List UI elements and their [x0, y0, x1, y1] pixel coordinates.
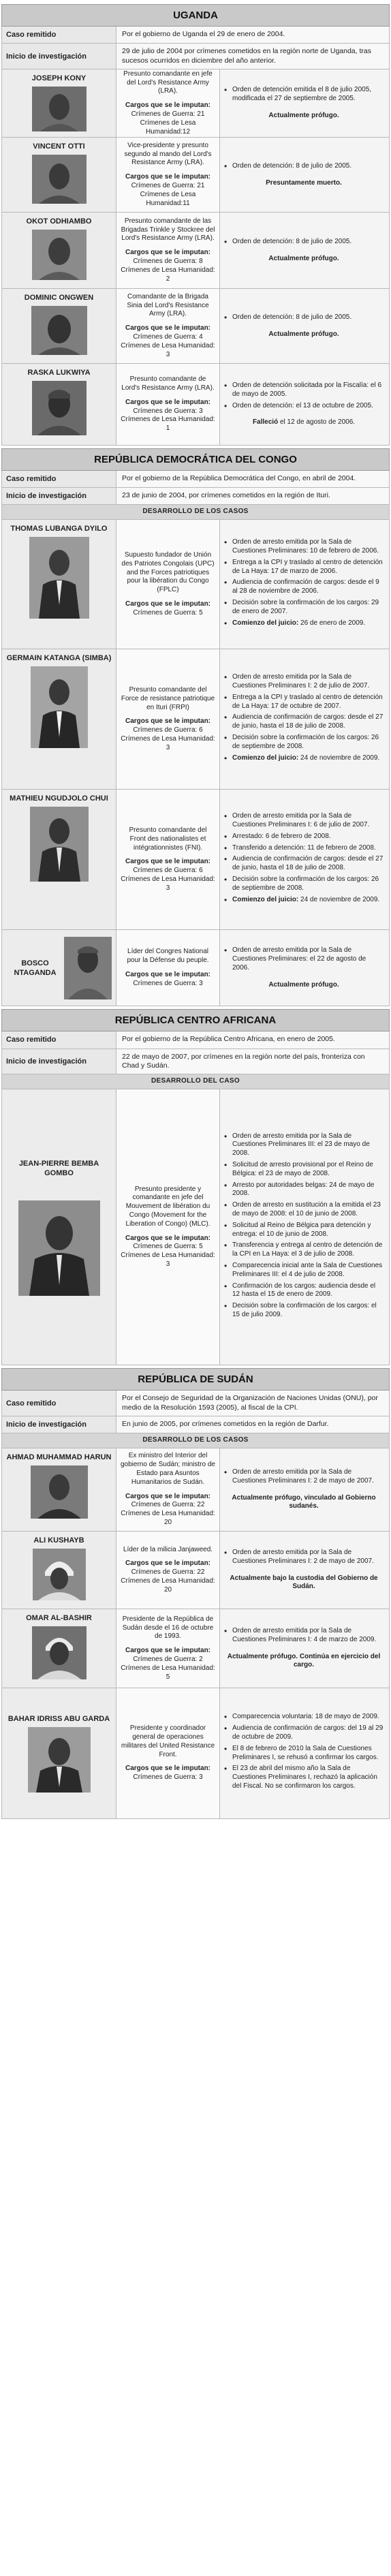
status-item: • Orden de arresto en sustitución a la emitida el 23 de mayo de 2008: el 10 de junio de 2008. [224, 1201, 384, 1219]
person-photo-cell [2, 69, 116, 137]
person-role: Presunto comandante del Force de resistance patriotique en Ituri (FRPI) [121, 685, 215, 711]
investigation-value: En junio de 2005, por crímenes cometidos en la región de Darfur. [116, 1416, 389, 1433]
charges-label: Cargos que se le imputan: [125, 717, 211, 726]
charge-line: Crímenes de Lesa Humanidad: 3 [121, 1252, 215, 1268]
person-photo-cell [2, 289, 116, 363]
charge-line: Crímenes de Guerra: 5 [133, 608, 203, 617]
charge-line: Crímenes de Lesa Humanidad: 20 [121, 1510, 215, 1527]
person-description [116, 69, 220, 137]
person-photo-cell [2, 649, 116, 789]
investigation-label: Inicio de investigación [2, 1049, 116, 1074]
person-status [220, 69, 389, 137]
person-status [220, 1089, 389, 1365]
portrait-photo [32, 1626, 87, 1679]
person-name: OMAR AL-BASHIR [26, 1614, 92, 1623]
charge-line: Crímenes de Guerra: 6 [133, 726, 203, 734]
charge-line: Crímenes de Lesa Humanidad: 3 [121, 875, 215, 892]
section-car [1, 1009, 390, 1365]
person-description [116, 1532, 220, 1609]
referral-value: Por el gobierno de Uganda el 29 de enero de 2004. [116, 27, 389, 43]
charge-line: Crímenes de Guerra: 3 [133, 407, 203, 415]
status-note: Actualmente prófugo. [268, 112, 339, 120]
status-item: • Orden de arresto emitida por la Sala de Cuestiones Preliminares I: 4 de marzo de 2009. [224, 1627, 384, 1645]
person-row [1, 1448, 390, 1532]
charges-label: Cargos que se le imputan: [125, 102, 211, 110]
person-status [220, 1688, 389, 1818]
status-note: Presuntamente muerto. [266, 179, 342, 187]
person-description [116, 364, 220, 445]
investigation-row [1, 1049, 390, 1075]
status-list [224, 238, 384, 249]
person-role: Presunto comandante de las Brigadas Trinkle y Stockree del Lord's Resistance Army (LRA). [121, 217, 215, 243]
country-title-car: REPÚBLICA CENTRO AFRICANA [1, 1009, 390, 1031]
status-note-label: Falleció [252, 418, 279, 426]
person-name: BOSCO NTAGANDA [14, 959, 57, 977]
section-subheading: DESARROLLO DE LOS CASOS [1, 505, 390, 520]
person-description [116, 289, 220, 363]
status-item: • Audiencia de confirmación de cargos: desde el 9 al 28 de noviembre de 2006. [224, 578, 384, 596]
charge-line: Crímenes de Guerra: 4 [133, 333, 203, 341]
charges-label: Cargos que se le imputan: [125, 324, 211, 332]
status-item: • Orden de arresto emitida por la Sala de Cuestiones Preliminares I: 2 de julio de 2007. [224, 673, 384, 691]
portrait-photo [29, 537, 89, 619]
portrait-photo [31, 306, 87, 355]
status-item: • El 8 de febrero de 2010 la Sala de Cuestiones Preliminares I, se rehusó a confirmar los cargos. [224, 1745, 384, 1763]
person-description [116, 138, 220, 212]
person-status [220, 790, 389, 929]
person-status [220, 1532, 389, 1609]
person-name: JEAN-PIERRE BEMBA GOMBO [18, 1159, 99, 1177]
status-list [224, 382, 384, 413]
portrait-photo [30, 807, 89, 882]
person-row [1, 1609, 390, 1688]
status-item-label: Comienzo del juicio: [232, 619, 299, 627]
status-list [224, 1549, 384, 1569]
charge-line: Crímenes de Guerra: 22 [131, 1501, 205, 1509]
person-description [116, 790, 220, 929]
charge-line: Crímenes de Lesa Humanidad: 2 [121, 266, 215, 283]
charges-label: Cargos que se le imputan: [125, 858, 211, 866]
person-description [116, 930, 220, 1006]
person-role: Presidente de la República de Sudán desde el 16 de octubre de 1993. [122, 1615, 214, 1641]
portrait-photo [33, 1549, 86, 1600]
country-title-uganda: UGANDA [1, 4, 390, 27]
referral-row [1, 1391, 390, 1416]
status-item: • Arrestado: 6 de febrero de 2008. [224, 833, 384, 841]
status-note-rest: el 12 de agosto de 2006. [278, 418, 356, 426]
charges-label: Cargos que se le imputan: [125, 1559, 211, 1568]
charges-label: Cargos que se le imputan: [125, 970, 211, 978]
status-item: • Comparecencia voluntaria: 18 de mayo de 2009. [224, 1713, 384, 1722]
person-row [1, 69, 390, 138]
person-row [1, 364, 390, 446]
charge-line: Crímenes de Guerra: 21 [131, 182, 205, 190]
person-role: Líder del Congres National pour la Défense du peuple. [127, 948, 209, 964]
charge-line: Crímenes de Lesa Humanidad:12 [140, 119, 196, 136]
status-item-label: Comienzo del juicio: [232, 754, 299, 762]
person-status [220, 930, 389, 1006]
investigation-value: 22 de mayo de 2007, por crímenes en la región norte del país, fronteriza con Chad y Sudán. [116, 1049, 389, 1074]
referral-row [1, 471, 390, 488]
charges-label: Cargos que se le imputan: [125, 173, 211, 181]
person-photo-cell [2, 1688, 116, 1818]
status-list [224, 313, 384, 325]
person-photo-cell [2, 1609, 116, 1688]
person-name: OKOT ODHIAMBO [26, 217, 92, 226]
status-item: • Orden de arresto emitida por la Sala de Cuestiones Preliminares I: 2 de mayo de 2007. [224, 1468, 384, 1486]
person-name: DOMINIC ONGWEN [24, 294, 94, 302]
referral-label: Caso remitido [2, 1391, 116, 1416]
person-status [220, 649, 389, 789]
referral-label: Caso remitido [2, 471, 116, 487]
charge-line: Crímenes de Guerra: 6 [133, 867, 203, 875]
charges-label: Cargos que se le imputan: [125, 1234, 211, 1242]
section-sudan [1, 1368, 390, 1819]
status-list [224, 1713, 384, 1793]
person-status [220, 1609, 389, 1688]
person-description [116, 1448, 220, 1531]
status-list [224, 1468, 384, 1489]
charges-label: Cargos que se le imputan: [125, 398, 211, 406]
status-item: • Orden de arresto emitida por la Sala de Cuestiones Preliminares: el 22 de agosto de 2006. [224, 946, 384, 972]
status-note: Actualmente prófugo, vinculado al Gobierno sudanés. [232, 1493, 376, 1510]
charge-line: Crímenes de Lesa Humanidad:11 [140, 190, 196, 207]
status-list [224, 946, 384, 975]
status-item [224, 754, 384, 763]
section-subheading: DESARROLLO DE LOS CASOS [1, 1433, 390, 1448]
referral-row [1, 27, 390, 44]
portrait-photo [28, 1727, 91, 1793]
status-item: • Decisión sobre la confirmación de los cargos: el 15 de julio 2009. [224, 1302, 384, 1320]
charge-line: Crímenes de Guerra: 2 [133, 1656, 203, 1664]
person-row [1, 930, 390, 1006]
charge-line: Crímenes de Guerra: 3 [133, 1773, 203, 1782]
status-note: Actualmente prófugo. Continúa en ejercicio del cargo. [227, 1652, 381, 1669]
person-status [220, 289, 389, 363]
person-description [116, 1688, 220, 1818]
person-role: Supuesto fundador de Unión des Patriotes Congolais (UPC) and the Forces patriotiques pour la libération du Congo (FPLC) [121, 550, 215, 594]
charges-label: Cargos que se le imputan: [125, 1492, 211, 1500]
status-item: • Orden de detención: 8 de julio de 2005. [224, 162, 384, 171]
person-row [1, 520, 390, 649]
person-role: Presunto comandante de Lord's Resistance Army (LRA). [121, 375, 215, 392]
status-item [224, 619, 384, 628]
referral-label: Caso remitido [2, 27, 116, 43]
portrait-photo [31, 1465, 88, 1519]
person-photo-cell [2, 1089, 116, 1365]
person-row [1, 138, 390, 213]
charges-label: Cargos que se le imputan: [125, 249, 211, 257]
person-row [1, 790, 390, 930]
person-description [116, 1609, 220, 1688]
status-note: Actualmente bajo la custodia del Gobierno de Sudán. [230, 1574, 378, 1591]
status-list [224, 673, 384, 765]
section-uganda [1, 4, 390, 446]
status-item: • Arresto por autoridades belgas: 24 de mayo de 2008. [224, 1181, 384, 1199]
referral-value: Por el gobierno de la República Centro Africana, en enero de 2005. [116, 1031, 389, 1048]
investigation-row [1, 44, 390, 69]
portrait-photo [31, 666, 88, 748]
status-item: • Confirmación de los cargos: audiencia desde el 12 hasta el 15 de enero de 2009. [224, 1282, 384, 1300]
country-title-sudan: REPÚBLICA DE SUDÁN [1, 1368, 390, 1391]
person-name: BAHAR IDRISS ABU GARDA [7, 1715, 110, 1724]
charge-line: Crímenes de Guerra: 5 [133, 1243, 203, 1251]
investigation-label: Inicio de investigación [2, 488, 116, 504]
status-item: • Orden de arresto emitida por la Sala de Cuestiones Preliminares: 10 de febrero de 2006. [224, 538, 384, 556]
portrait-photo [32, 381, 87, 435]
person-description [116, 213, 220, 288]
charge-line: Crímenes de Lesa Humanidad: 3 [121, 341, 215, 358]
person-photo-cell [2, 790, 116, 929]
person-photo-cell [2, 520, 116, 649]
investigation-row [1, 1416, 390, 1433]
status-list [224, 162, 384, 174]
referral-value: Por el gobierno de la República Democrática del Congo, en abril de 2004. [116, 471, 389, 487]
investigation-row [1, 488, 390, 505]
person-status [220, 520, 389, 649]
person-role: Líder de la milicia Janjaweed. [123, 1545, 213, 1553]
status-list [224, 538, 384, 630]
status-item: • Audiencia de confirmación de cargos: desde el 27 de junio, hasta el 18 de julio de 2008. [224, 713, 384, 731]
status-item: • Decisión sobre la confirmación de los cargos: 29 de enero de 2007. [224, 599, 384, 617]
person-description [116, 1089, 220, 1365]
status-note [224, 418, 384, 427]
charge-line: Crímenes de Guerra: 8 [133, 258, 203, 266]
investigation-value: 23 de junio de 2004, por crímenes cometidos en la región de Ituri. [116, 488, 389, 504]
status-item: • Orden de detención solicitada por la Fiscalía: el 6 de mayo de 2005. [224, 382, 384, 399]
person-name: JOSEPH KONY [31, 74, 87, 83]
person-role: Comandante de la Brigada Sinia del Lord's Resistance Army (LRA). [127, 292, 209, 318]
investigation-label: Inicio de investigación [2, 1416, 116, 1433]
status-item [224, 896, 384, 905]
charge-line: Crímenes de Lesa Humanidad: 3 [121, 734, 215, 751]
person-status [220, 1448, 389, 1531]
person-name: VINCENT OTTI [33, 142, 85, 151]
status-list [224, 1132, 384, 1322]
portrait-photo [64, 937, 112, 999]
person-row [1, 649, 390, 790]
person-row [1, 1688, 390, 1819]
person-role: Presidente y coordinador general de operaciones militares del United Resistance Front. [121, 1724, 215, 1758]
status-item-value: 26 de enero de 2009. [298, 619, 366, 627]
status-note: Actualmente prófugo. [268, 254, 339, 262]
investigation-value: 29 de julio de 2004 por crímenes cometidos en la región norte de Uganda, tras sucesos ocurridos en diciembre del año anterior. [116, 44, 389, 69]
status-item: • Audiencia de confirmación de cargos: del 19 al 29 de octubre de 2009. [224, 1724, 384, 1742]
person-photo-cell [2, 213, 116, 288]
status-list [224, 1627, 384, 1647]
person-status [220, 364, 389, 445]
person-name: ALI KUSHAYB [33, 1536, 84, 1545]
status-item-value: 24 de noviembre de 2009. [298, 754, 380, 762]
status-item: • Audiencia de confirmación de cargos: desde el 27 de junio, hasta el 18 de julio de 2008. [224, 855, 384, 873]
person-role: Vice-presidente y presunto segundo al mando del Lord's Resistance Army (LRA). [124, 141, 212, 167]
country-title-congo: REPÚBLICA DEMOCRÁTICA DEL CONGO [1, 448, 390, 471]
status-item: • Comparecencia inicial ante la Sala de Cuestiones Preliminares III: el 4 de julio de 2008. [224, 1262, 384, 1279]
person-name: RASKA LUKWIYA [27, 369, 91, 377]
status-note: Actualmente prófugo. [268, 330, 339, 338]
status-list [224, 812, 384, 907]
person-photo-cell [2, 138, 116, 212]
status-item: • Orden de detención: 8 de julio de 2005. [224, 313, 384, 322]
portrait-photo [32, 87, 87, 131]
charge-line: Crímenes de Guerra: 21 [131, 110, 205, 119]
status-item-label: Comienzo del juicio: [232, 895, 299, 903]
status-item: • Orden de detención: el 13 de octubre de 2005. [224, 402, 384, 411]
charges-label: Cargos que se le imputan: [125, 600, 211, 608]
portrait-photo [32, 155, 87, 204]
person-photo-cell [2, 1532, 116, 1609]
person-name: GERMAIN KATANGA (SIMBA) [6, 654, 112, 663]
status-item: • Orden de arresto emitida por la Sala de Cuestiones Preliminares III: el 23 de mayo de 2008. [224, 1132, 384, 1158]
investigation-label: Inicio de investigación [2, 44, 116, 69]
status-item: • Orden de arresto emitida por la Sala de Cuestiones Preliminares I: 2 de mayo de 2007. [224, 1549, 384, 1566]
status-item: • Entrega a la CPI y traslado al centro de detención de La Haya: 17 de marzo de 2006. [224, 559, 384, 576]
person-photo-cell [2, 930, 116, 1006]
charges-label: Cargos que se le imputan: [125, 1647, 211, 1655]
person-role: Presunto presidente y comandante en jefe del Mouvement de libération du Congo (Movement for the Liberation of Congo) (MLC). [125, 1185, 210, 1228]
person-photo-cell [2, 364, 116, 445]
status-item: • Orden de arresto emitida por la Sala de Cuestiones Preliminares I: 6 de julio de 2007. [224, 812, 384, 830]
status-item: • Solicitud de arresto provisional por el Reino de Bélgica: el 23 de mayo de 2008. [224, 1161, 384, 1179]
portrait-photo [18, 1200, 100, 1296]
person-name: AHMAD MUHAMMAD HARUN [6, 1453, 112, 1462]
person-description [116, 649, 220, 789]
status-item: • Entrega a la CPI y traslado al centro de detención de La Haya: 17 de octubre de 2007. [224, 694, 384, 711]
status-list [224, 86, 384, 106]
person-name: MATHIEU NGUDJOLO CHUI [10, 794, 108, 803]
charge-line: Crímenes de Guerra: 22 [131, 1568, 205, 1577]
charge-line: Crímenes de Lesa Humanidad: 5 [121, 1664, 215, 1681]
person-description [116, 520, 220, 649]
status-item-value: 24 de noviembre de 2009. [298, 895, 380, 903]
charge-line: Crímenes de Lesa Humanidad: 20 [121, 1577, 215, 1594]
person-row [1, 1532, 390, 1609]
referral-row [1, 1031, 390, 1049]
person-row [1, 1089, 390, 1365]
status-item: • Decisión sobre la confirmación de los cargos: 26 de septiembre de 2008. [224, 875, 384, 893]
charges-label: Cargos que se le imputan: [125, 1765, 211, 1773]
status-item: • Solicitud al Reino de Bélgica para detención y entrega: el 10 de junio de 2008. [224, 1222, 384, 1239]
status-item: • Transferido a detención: 11 de febrero de 2008. [224, 844, 384, 853]
status-item: • Decisión sobre la confirmación de los cargos: 26 de septiembre de 2008. [224, 734, 384, 751]
person-status [220, 213, 389, 288]
charge-line: Crímenes de Lesa Humanidad: 1 [121, 416, 215, 433]
person-row [1, 213, 390, 289]
portrait-photo [32, 230, 87, 280]
person-row [1, 289, 390, 364]
status-item: • El 23 de abril del mismo año la Sala de Cuestiones Preliminares I, rechazó la aplicación del Fiscal. No se confirmaron los cargos. [224, 1765, 384, 1790]
person-role: Presunto comandante en jefe del Lord's Resistance Army (LRA). [123, 69, 213, 95]
person-name: THOMAS LUBANGA DYILO [10, 525, 108, 533]
status-item: • Orden de detención emitida el 8 de julio 2005, modificada el 27 de septiembre de 2005. [224, 86, 384, 104]
person-role: Presunto comandante del Front des nationalistes et intégrationnistes (FNI). [129, 826, 207, 852]
section-congo [1, 448, 390, 1006]
referral-value: Por el Consejo de Seguridad de la Organización de Naciones Unidas (ONU), por medio de la Resolución 1593 (2005), al fiscal de la CPI. [116, 1391, 389, 1416]
person-photo-cell [2, 1448, 116, 1531]
person-role: Ex ministro del Interior del gobierno de Sudán; ministro de Estado para Asuntos Humanitarios de Sudán. [121, 1452, 215, 1486]
status-note: Actualmente prófugo. [268, 980, 339, 989]
charge-line: Crímenes de Guerra: 3 [133, 979, 203, 987]
referral-label: Caso remitido [2, 1031, 116, 1048]
person-status [220, 138, 389, 212]
status-item: • Transferencia y entrega al centro de detención de la CPI en La Haya: el 3 de julio de 2008. [224, 1241, 384, 1259]
section-subheading: DESARROLLO DEL CASO [1, 1074, 390, 1089]
status-item: • Orden de detención: 8 de julio de 2005. [224, 238, 384, 247]
